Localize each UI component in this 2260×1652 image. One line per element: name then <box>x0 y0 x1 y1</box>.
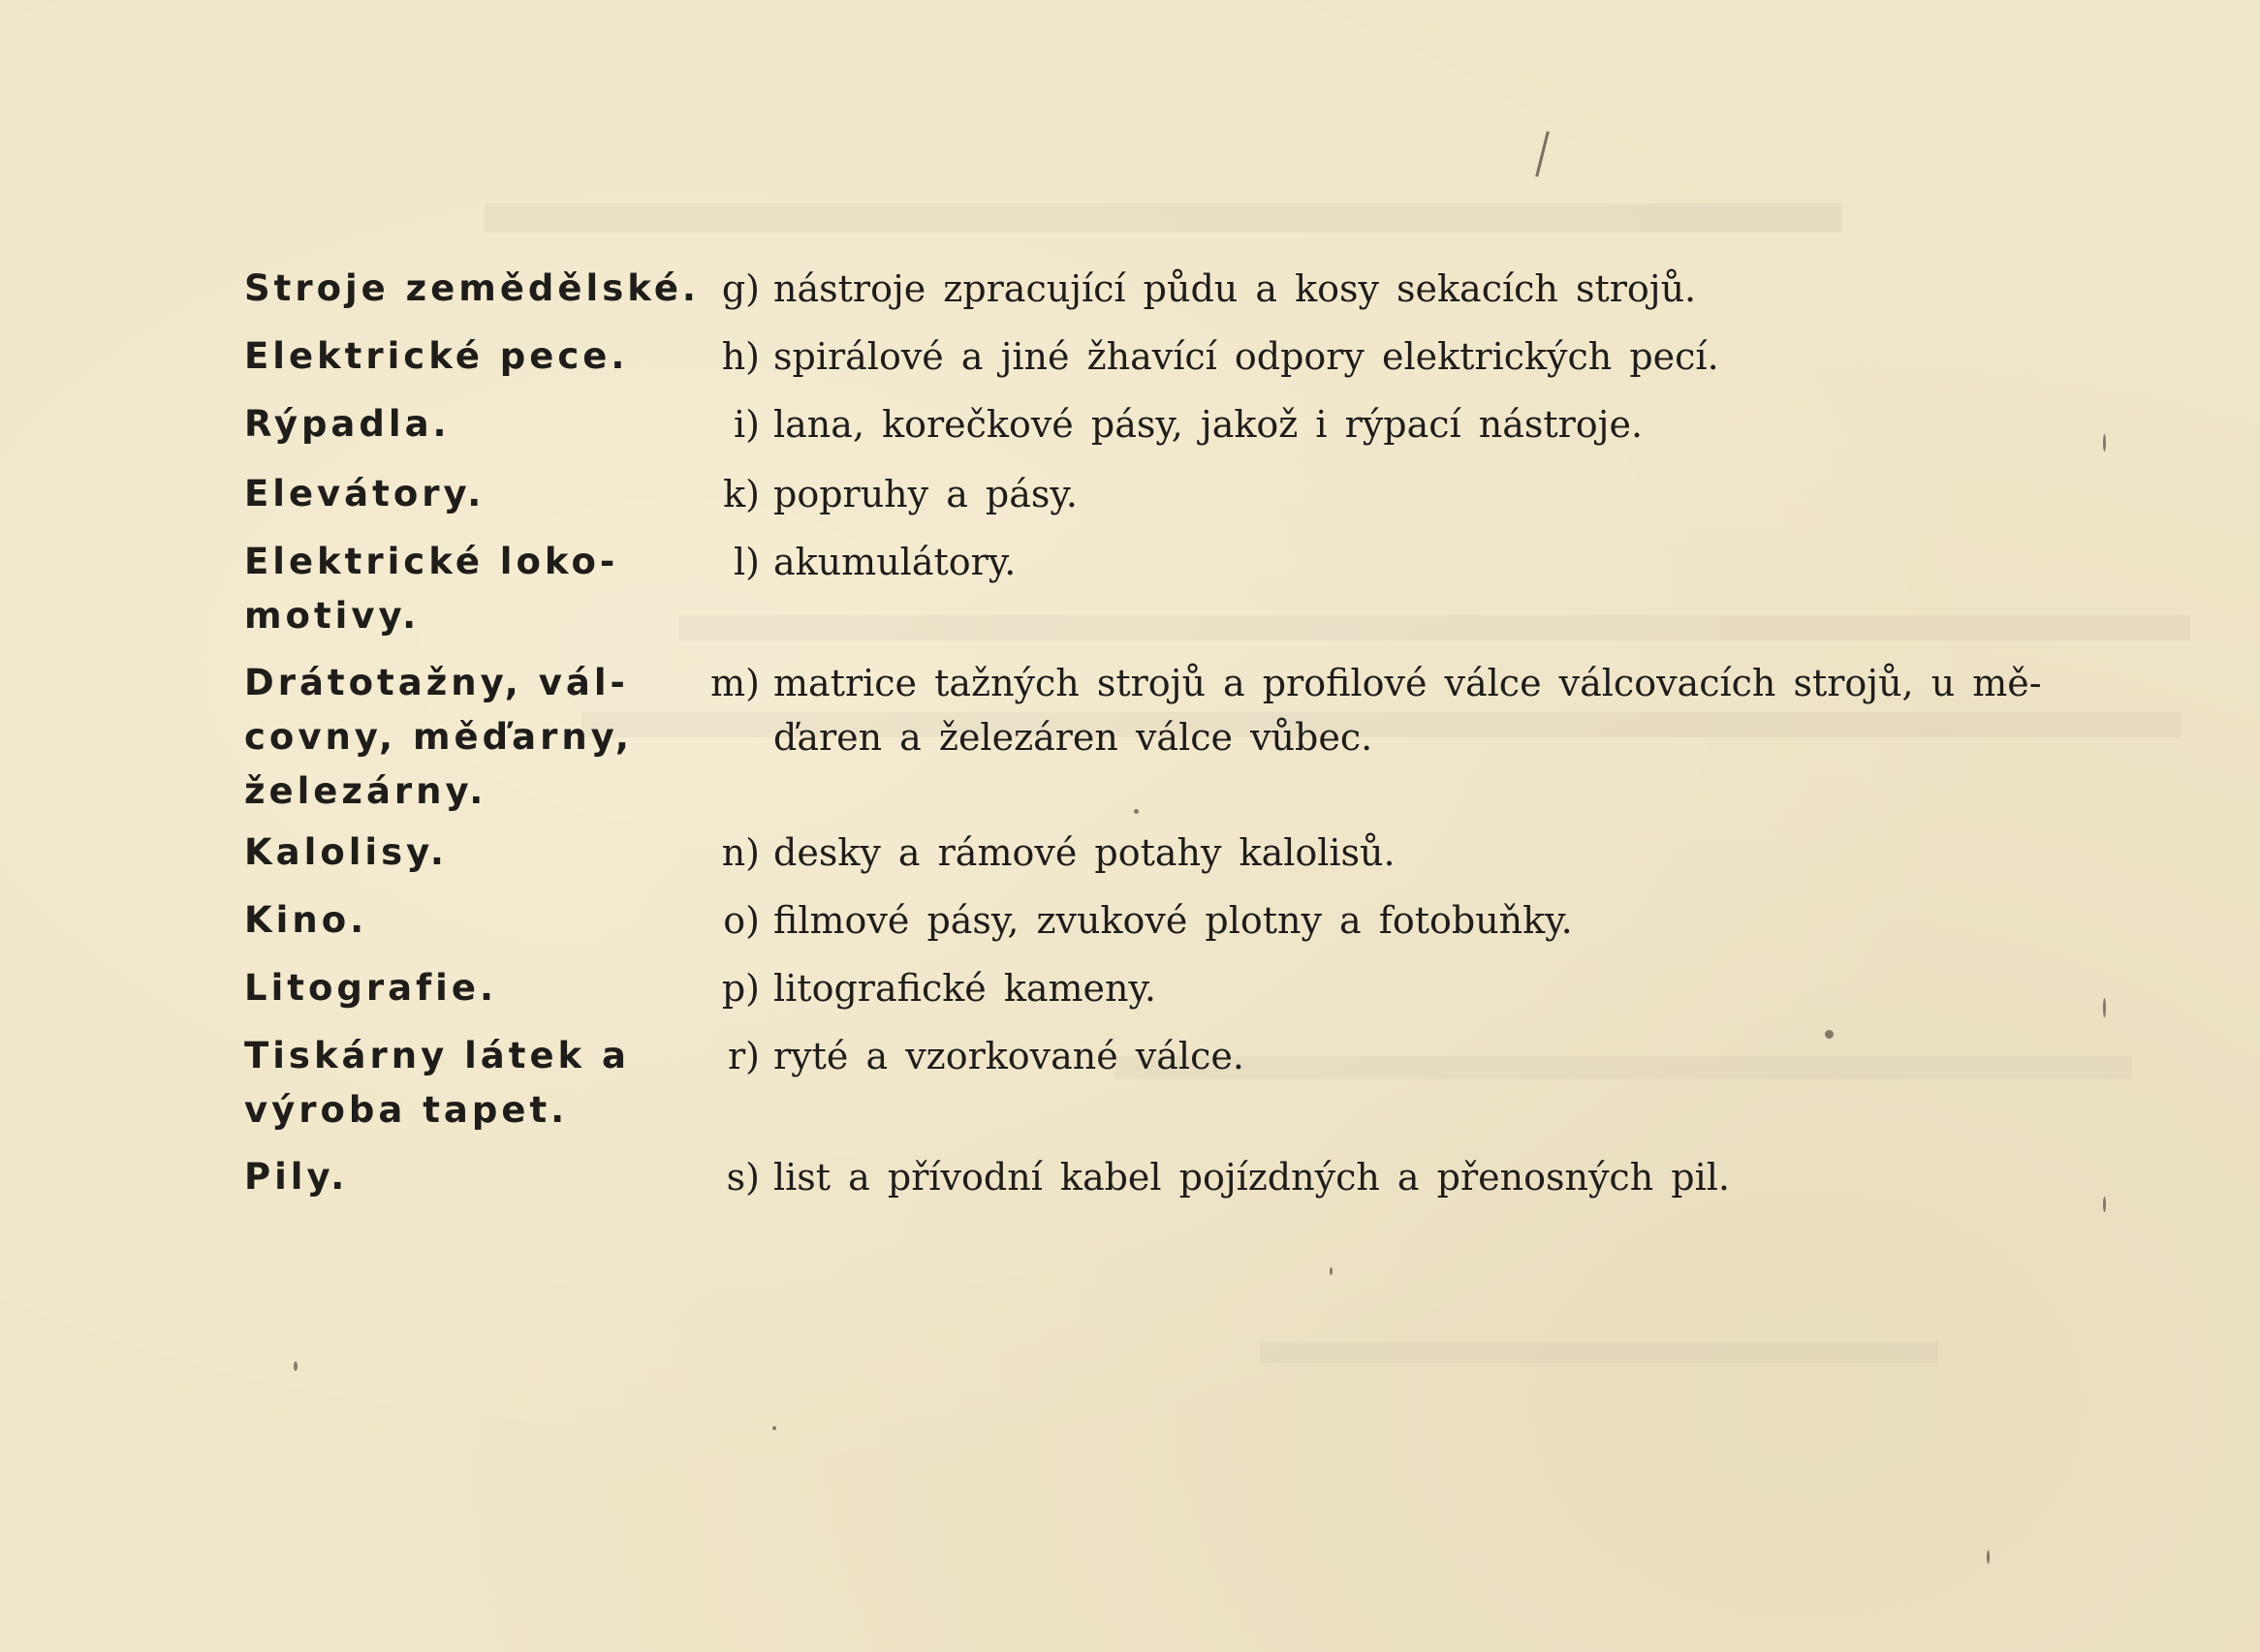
list-marker: r) <box>728 1035 760 1077</box>
ink-speck <box>1987 1550 1990 1564</box>
list-term: Elektrické pece. <box>244 335 629 377</box>
list-entry <box>700 893 2115 948</box>
list-entry <box>700 826 2115 880</box>
list-entry <box>700 656 2115 764</box>
ink-speck <box>1134 809 1139 814</box>
list-description: list a přívodní kabel pojízdných a přenosných pil. <box>773 1156 1730 1199</box>
list-term: Drátotažny, vál- covny, měďarny, železárny. <box>244 662 633 812</box>
list-marker: i) <box>734 403 760 446</box>
ink-speck <box>1825 1030 1834 1039</box>
list-marker: s) <box>726 1156 760 1199</box>
list-item <box>244 467 2115 535</box>
list-marker: k) <box>723 473 760 515</box>
list-entry <box>700 467 2115 521</box>
list-description: spirálové a jiné žhavící odpory elektrických pecí. <box>773 335 1719 378</box>
list-description: akumulátory. <box>773 541 1017 583</box>
list-description: ryté a vzorkované válce. <box>773 1035 1244 1077</box>
list-marker: h) <box>721 335 760 378</box>
list-entry <box>700 329 2115 384</box>
list-marker: p) <box>721 967 760 1010</box>
list-entry <box>700 262 2115 316</box>
ink-speck <box>772 1426 776 1430</box>
list-item <box>244 1029 2115 1150</box>
ink-speck <box>1330 1267 1333 1275</box>
list-item <box>244 329 2115 397</box>
list-marker: o) <box>723 899 760 942</box>
list-term: Rýpadla. <box>244 403 451 445</box>
list-item <box>244 826 2115 893</box>
list-marker: n) <box>721 831 760 874</box>
list-marker: l) <box>734 541 760 583</box>
list-term: Elevátory. <box>244 473 486 514</box>
list-item <box>244 961 2115 1029</box>
list-term: Stroje zemědělské. <box>244 267 700 309</box>
list-description: filmové pásy, zvukové plotny a fotobuňky. <box>773 899 1573 942</box>
equipment-list <box>244 262 2115 1208</box>
list-term: Elektrické loko- motivy. <box>244 541 619 637</box>
list-description: matrice tažných strojů a profilové válce válcovacích strojů, u mě- ďaren a železáren válce vůbec. <box>773 662 2042 759</box>
list-description: nástroje zpracující půdu a kosy sekacích strojů. <box>773 267 1697 310</box>
show-through-band-1 <box>485 203 1841 233</box>
list-term: Kalolisy. <box>244 831 448 873</box>
list-term: Litografie. <box>244 967 497 1009</box>
list-term: Pily. <box>244 1156 349 1198</box>
ink-speck <box>294 1361 298 1371</box>
ink-speck <box>2103 1197 2106 1212</box>
list-item <box>244 535 2115 656</box>
list-entry <box>700 397 2115 452</box>
list-description: lana, korečkové pásy, jakož i rýpací nástroje. <box>773 403 1644 446</box>
list-entry <box>700 1029 2115 1083</box>
list-description: litografické kameny. <box>773 967 1156 1010</box>
list-term: Tiskárny látek a výroba tapet. <box>244 1035 630 1131</box>
list-description: desky a rámové potahy kalolisů. <box>773 831 1396 874</box>
list-item <box>244 656 2115 826</box>
list-item <box>244 262 2115 329</box>
list-term: Kino. <box>244 899 368 941</box>
list-entry <box>700 535 2115 589</box>
list-item <box>244 397 2115 467</box>
ink-speck <box>2103 434 2106 452</box>
ink-speck <box>2103 998 2106 1017</box>
list-marker: m) <box>710 662 760 704</box>
list-item <box>244 893 2115 961</box>
list-entry <box>700 1150 2115 1204</box>
list-entry <box>700 961 2115 1015</box>
list-description: popruhy a pásy. <box>773 473 1078 515</box>
list-marker: g) <box>721 267 760 310</box>
list-item <box>244 1150 2115 1208</box>
show-through-band-5 <box>1260 1342 1938 1363</box>
